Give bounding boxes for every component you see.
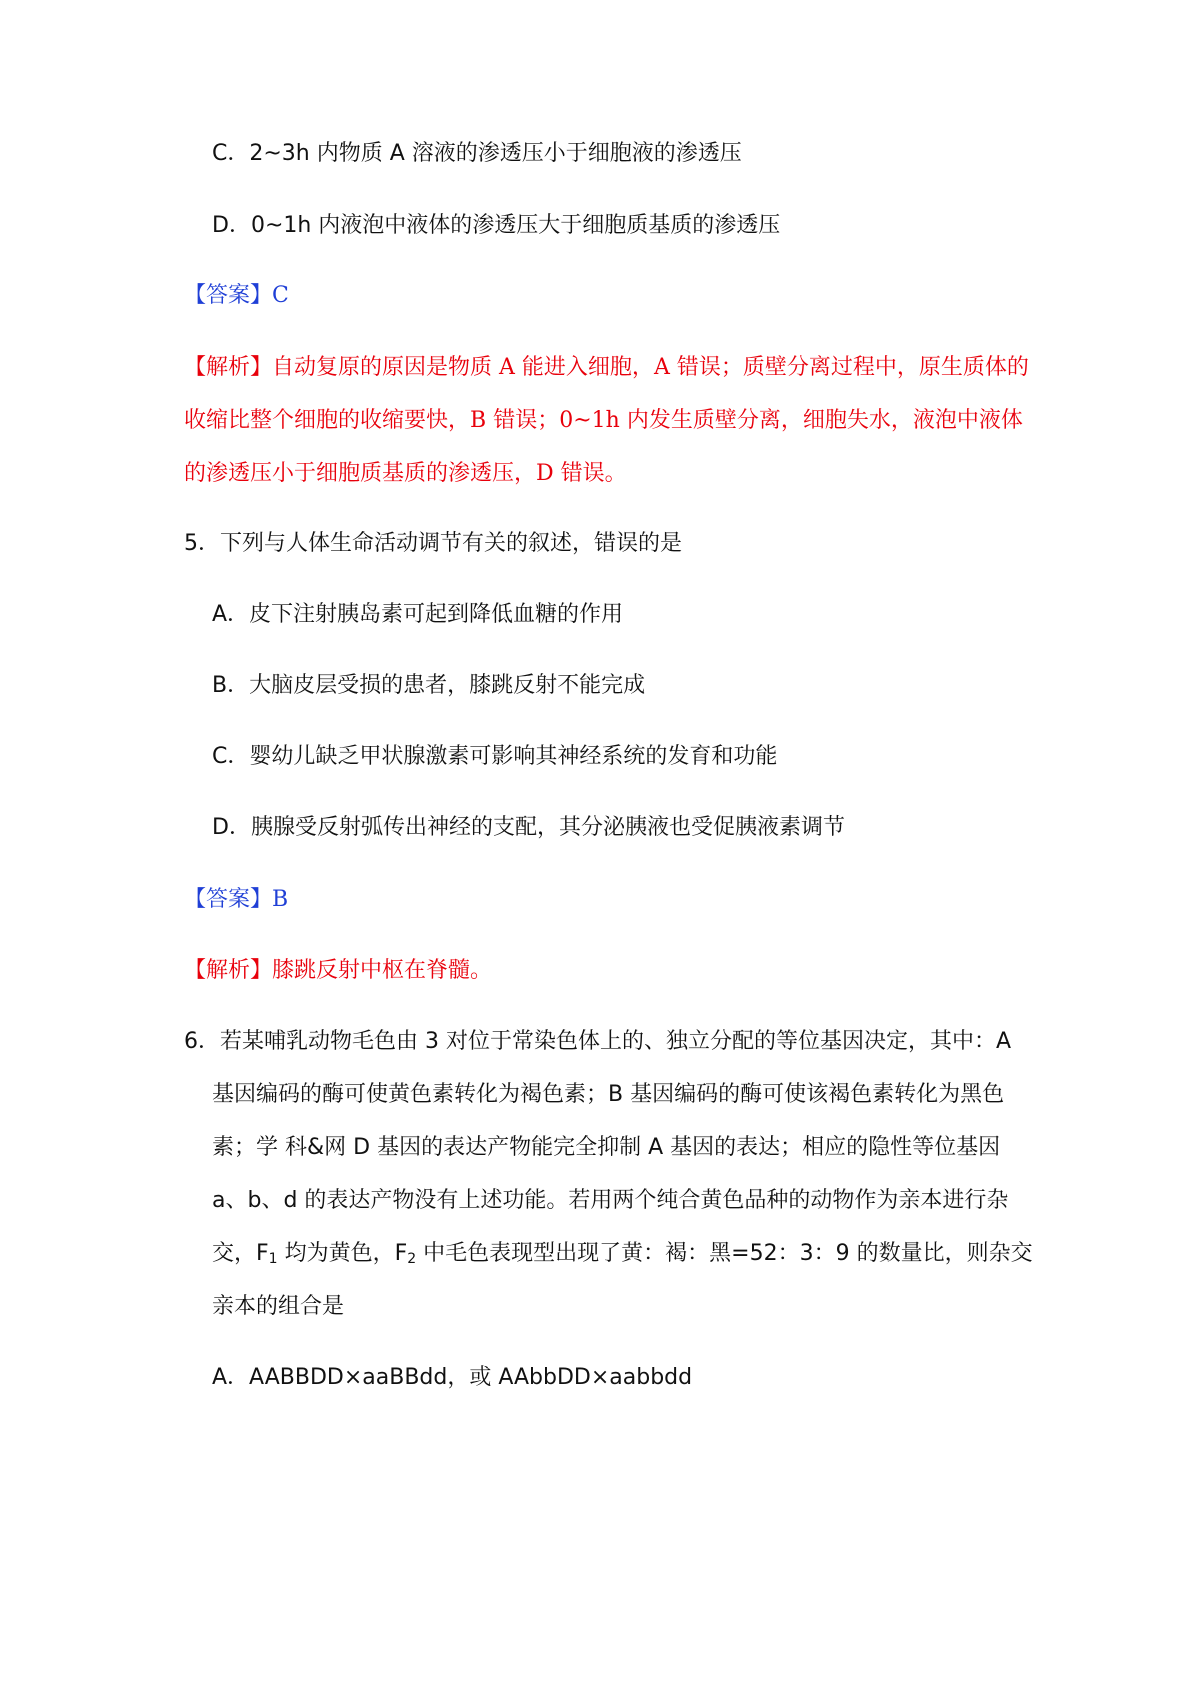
q4-option-c: C．2~3h 内物质 A 溶液的渗透压小于细胞液的渗透压 <box>212 141 742 166</box>
q4-option-d: D．0~1h 内液泡中液体的渗透压大于细胞质基质的渗透压 <box>212 213 781 238</box>
q5-answer <box>184 884 288 916</box>
q6-stem-line-4: a、b、d 的表达产物没有上述功能。若用两个纯合黄色品种的动物作为亲本进行杂 <box>212 1188 1009 1213</box>
analysis-label: 【解析】 <box>184 958 273 983</box>
analysis-text: 错误； <box>493 408 560 433</box>
q6-stem-line-2: 基因编码的酶可使黄色素转化为褐色素；B 基因编码的酶可使该褐色素转化为黑色 <box>212 1082 1005 1107</box>
analysis-serif: A <box>653 355 670 380</box>
analysis-serif: B <box>470 408 487 433</box>
q6-stem-line-5 <box>212 1238 1033 1270</box>
analysis-text: 错误；质壁分离过程中，原生质体的 <box>676 355 1029 380</box>
analysis-text: 能进入细胞， <box>521 355 654 380</box>
analysis-text: 的渗透压小于细胞质基质的渗透压， <box>184 461 537 486</box>
answer-value: B <box>272 887 289 912</box>
q4-analysis-line-1 <box>184 352 1029 384</box>
analysis-text: 收缩比整个细胞的收缩要快， <box>184 408 471 433</box>
analysis-text: 内发生质壁分离，细胞失水，液泡中液体 <box>626 408 1023 433</box>
q5-option-b: B．大脑皮层受损的患者，膝跳反射不能完成 <box>212 673 646 698</box>
q5-option-d: D．胰腺受反射弧传出神经的支配，其分泌胰液也受促胰液素调节 <box>212 815 845 840</box>
stem-text: 中毛色表现型出现了黄：褐：黑=52：3：9 的数量比，则杂交 <box>416 1241 1033 1266</box>
analysis-serif: A <box>499 355 515 380</box>
q5-stem: 5．下列与人体生命活动调节有关的叙述，错误的是 <box>184 531 682 556</box>
q6-stem-line-6: 亲本的组合是 <box>212 1294 345 1319</box>
analysis-label: 【解析】 <box>184 355 273 380</box>
subscript: 2 <box>407 1251 417 1267</box>
analysis-text: 自动复原的原因是物质 <box>272 355 493 380</box>
q6-stem-line-1: 6．若某哺乳动物毛色由 3 对位于常染色体上的、独立分配的等位基因决定，其中：A <box>184 1029 1012 1054</box>
answer-label: 【答案】 <box>184 283 273 308</box>
analysis-text: 错误。 <box>560 461 627 486</box>
q5-option-c: C．婴幼儿缺乏甲状腺激素可影响其神经系统的发育和功能 <box>212 744 778 769</box>
analysis-text: 膝跳反射中枢在脊髓。 <box>272 958 493 983</box>
stem-text: 交，F <box>212 1241 269 1266</box>
subscript: 1 <box>268 1251 278 1267</box>
q4-answer <box>184 280 289 312</box>
q4-analysis-line-3 <box>184 458 627 490</box>
analysis-serif: D <box>536 461 554 486</box>
q4-analysis-line-2 <box>184 405 1023 437</box>
stem-text: 均为黄色，F <box>277 1241 408 1266</box>
q6-option-a: A．AABBDD×aaBBdd，或 AAbbDD×aabbdd <box>212 1365 693 1390</box>
q5-option-a: A．皮下注射胰岛素可起到降低血糖的作用 <box>212 602 624 627</box>
q5-analysis <box>184 955 492 987</box>
analysis-serif: 0~1h <box>559 408 620 433</box>
answer-value: C <box>272 283 289 308</box>
q6-stem-line-3: 素；学 科&网 D 基因的表达产物能完全抑制 A 基因的表达；相应的隐性等位基因 <box>212 1135 1001 1160</box>
answer-label: 【答案】 <box>184 887 273 912</box>
